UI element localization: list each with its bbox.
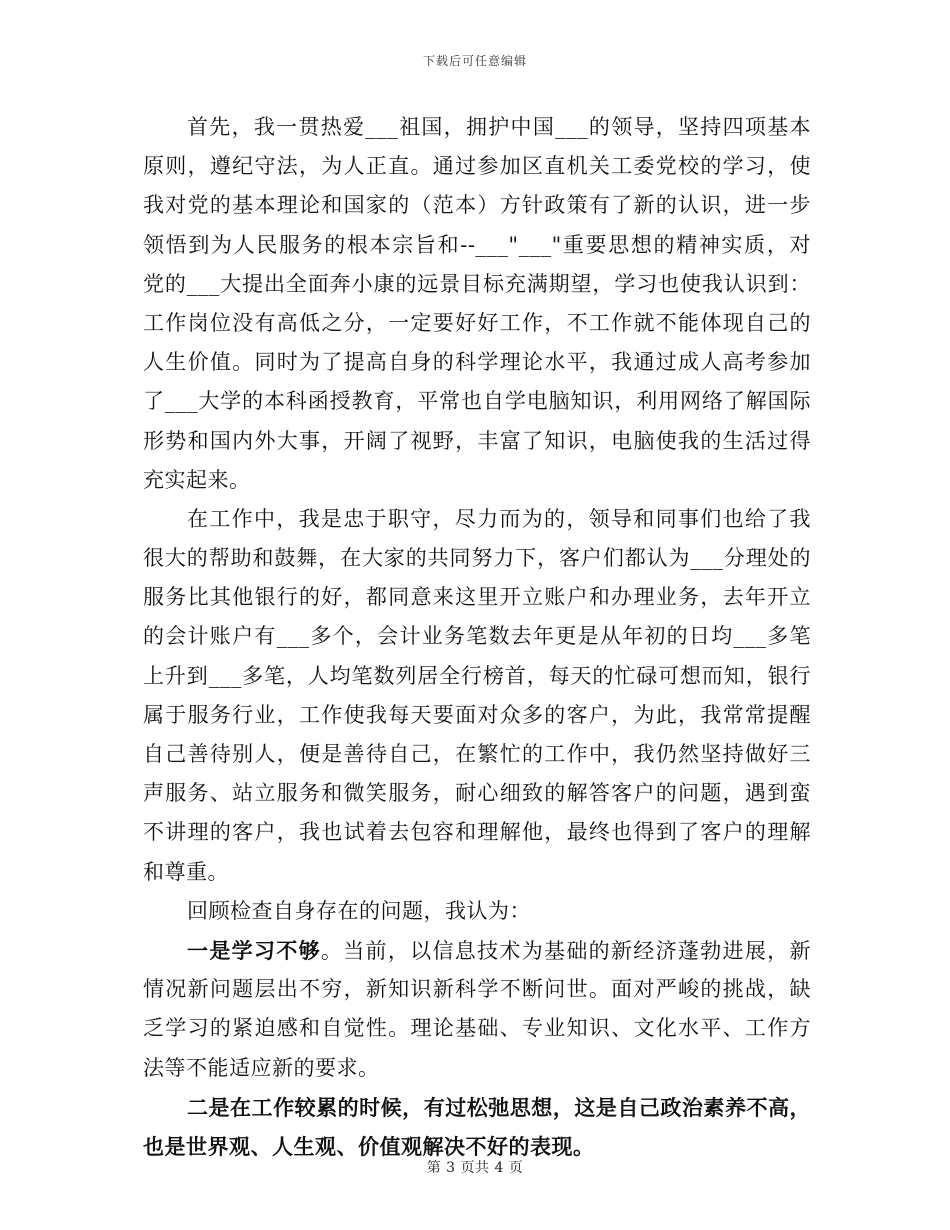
text-line: 在工作中，我是忠于职守，尽力而为的，领导和同事们也给了我: [187, 506, 811, 531]
page-number-footer: 第 3 页共 4 页: [426, 1160, 524, 1176]
point-one-text: 。当前，以信息技术为基础的新经济蓬勃进展，新: [320, 938, 811, 963]
text-line: 形势和国内外大事，开阔了视野，丰富了知识，电脑使我的生活过得: [143, 428, 811, 453]
point-one-heading: 一是学习不够: [187, 937, 321, 963]
text-line: 属于服务行业，工作使我每天要面对众多的客户，为此，我常常提醒: [143, 702, 811, 727]
text-line: 人生价值。同时为了提高自身的科学理论水平，我通过成人高考参加: [143, 350, 811, 375]
text-line: 声服务、站立服务和微笑服务，耐心细致的解答客户的问题，遇到蛮: [143, 781, 811, 806]
text-line: 原则，遵纪守法，为人正直。通过参加区直机关工委党校的学习，使: [143, 154, 811, 179]
text-line: 和尊重。: [143, 859, 229, 884]
text-line: 我对党的基本理论和国家的（范本）方针政策有了新的认识，进一步: [143, 193, 811, 218]
text-line: 首先，我一贯热爱___祖国，拥护中国___的领导，坚持四项基本: [187, 115, 811, 139]
text-line: 上升到___多笔，人均笔数列居全行榜首，每天的忙碌可想而知，银行: [143, 663, 811, 688]
text-line: 回顾检查自身存在的问题，我认为：: [187, 898, 531, 923]
point-two-line: 也是世界观、人生观、价值观解决不好的表现。: [143, 1133, 595, 1159]
text-line: 工作岗位没有高低之分，一定要好好工作，不工作就不能体现自己的: [143, 310, 811, 335]
text-line: 自己善待别人，便是善待自己，在繁忙的工作中，我仍然坚持做好三: [143, 742, 811, 766]
text-line: 很大的帮助和鼓舞，在大家的共同努力下，客户们都认为___分理处的: [143, 546, 811, 571]
point-one-line: [143, 931, 811, 970]
text-line: 了___大学的本科函授教育，平常也自学电脑知识，利用网络了解国际: [143, 389, 811, 414]
text-line: 充实起来。: [143, 467, 251, 492]
text-line: 党的___大提出全面奔小康的远景目标充满期望，学习也使我认识到：: [143, 271, 811, 296]
point-one-line: 法等不能适应新的要求。: [143, 1055, 380, 1080]
point-two-line: 二是在工作较累的时候，有过松弛思想，这是自己政治素养不高，: [187, 1094, 811, 1120]
text-line: 的会计账户有___多个，会计业务笔数去年更是从年初的日均___多笔: [143, 624, 811, 649]
point-one-line: 乏学习的紧迫感和自觉性。理论基础、专业知识、文化水平、工作方: [143, 1016, 811, 1041]
paragraph-block: [143, 108, 811, 931]
document-body: [143, 108, 811, 1166]
page-header: 下载后可任意编辑: [422, 54, 527, 68]
text-line: 领悟到为人民服务的根本宗旨和--___"___"重要思想的精神实质，对: [143, 232, 811, 257]
text-line: 不讲理的客户，我也试着去包容和理解他，最终也得到了客户的理解: [143, 820, 811, 845]
text-line: 服务比其他银行的好，都同意来这里开立账户和办理业务，去年开立: [143, 585, 811, 610]
point-one-line: 情况新问题层出不穷，新知识新科学不断问世。面对严峻的挑战，缺: [143, 977, 811, 1002]
